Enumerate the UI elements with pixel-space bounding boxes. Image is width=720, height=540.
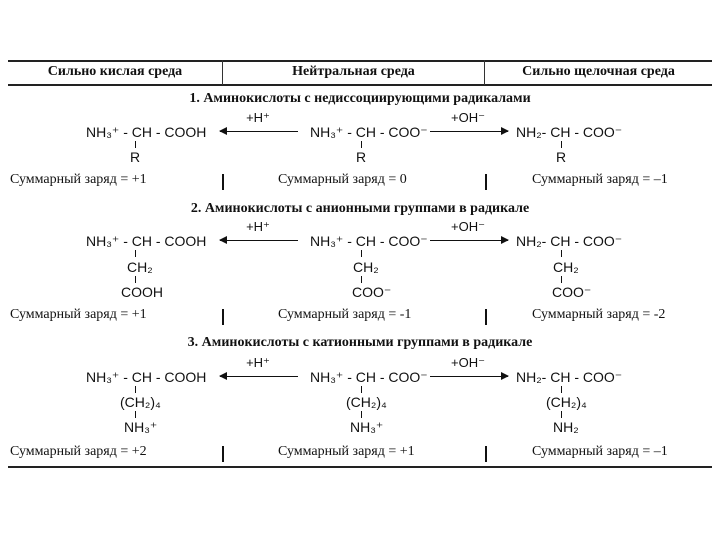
radical-neutral-2a: CH₂ (353, 259, 379, 275)
separator (485, 309, 487, 325)
bond (561, 276, 562, 283)
radical-acid-1: R (130, 149, 141, 165)
header-bottom-rule (8, 84, 712, 86)
charge-acid-3: Суммарный заряд = +2 (10, 444, 147, 459)
formula-acid-2: NH₃⁺ - CH - COOH (86, 233, 207, 249)
formula-neutral-1: NH₃⁺ - CH - COO⁻ (310, 124, 428, 140)
header-acidic: Сильно кислая среда (47, 64, 183, 79)
radical-neutral-1: R (356, 149, 367, 165)
formula-acid-1: NH₃⁺ - CH - COOH (86, 124, 207, 140)
formula-alkali-3: NH₂- CH - COO⁻ (516, 369, 623, 385)
section-title-3: 3. Аминокислоты с катионными группами в радикале (187, 335, 533, 350)
radical-alkali-3a: (CH₂)₄ (546, 394, 587, 410)
formula-alkali-2: NH₂- CH - COO⁻ (516, 233, 623, 249)
charge-alkali-3: Суммарный заряд = –1 (532, 444, 668, 459)
bond (361, 386, 362, 393)
bond (561, 141, 562, 148)
separator (222, 446, 224, 462)
arrow-label-h: +H⁺ (246, 355, 270, 370)
radical-acid-2a: CH₂ (127, 259, 153, 275)
arrow-right (430, 240, 508, 241)
radical-acid-2b: COOH (121, 284, 163, 300)
bond (135, 386, 136, 393)
arrow-right (430, 131, 508, 132)
bond (561, 411, 562, 418)
arrow-right (430, 376, 508, 377)
radical-acid-3b: NH₃⁺ (124, 419, 158, 435)
charge-alkali-1: Суммарный заряд = –1 (532, 172, 668, 187)
arrow-label-h: +H⁺ (246, 110, 270, 125)
bond (361, 411, 362, 418)
bond (561, 250, 562, 257)
radical-alkali-2b: COO⁻ (552, 284, 592, 300)
radical-neutral-2b: COO⁻ (352, 284, 392, 300)
charge-neutral-1: Суммарный заряд = 0 (278, 172, 407, 187)
charge-acid-1: Суммарный заряд = +1 (10, 172, 147, 187)
bond (361, 250, 362, 257)
radical-acid-3a: (CH₂)₄ (120, 394, 161, 410)
header-neutral: Нейтральная среда (292, 64, 415, 79)
header-top-rule (8, 60, 712, 62)
charge-neutral-2: Суммарный заряд = -1 (278, 307, 412, 322)
arrow-left (220, 240, 298, 241)
separator (485, 174, 487, 190)
header-alkaline: Сильно щелочная среда (522, 64, 675, 79)
bond (135, 411, 136, 418)
arrow-label-oh: +OH⁻ (451, 219, 485, 234)
radical-neutral-3b: NH₃⁺ (350, 419, 384, 435)
formula-neutral-2: NH₃⁺ - CH - COO⁻ (310, 233, 428, 249)
bond (561, 386, 562, 393)
charge-neutral-3: Суммарный заряд = +1 (278, 444, 415, 459)
charge-alkali-2: Суммарный заряд = -2 (532, 307, 666, 322)
formula-acid-3: NH₃⁺ - CH - COOH (86, 369, 207, 385)
bond (135, 276, 136, 283)
arrow-left (220, 131, 298, 132)
arrow-label-h: +H⁺ (246, 219, 270, 234)
radical-neutral-3a: (CH₂)₄ (346, 394, 387, 410)
radical-alkali-3b: NH₂ (553, 419, 579, 435)
arrow-left (220, 376, 298, 377)
arrow-label-oh: +OH⁻ (451, 110, 485, 125)
bond (135, 141, 136, 148)
radical-alkali-1: R (556, 149, 567, 165)
formula-alkali-1: NH₂- CH - COO⁻ (516, 124, 623, 140)
bond (135, 250, 136, 257)
separator (485, 446, 487, 462)
separator (222, 309, 224, 325)
formula-neutral-3: NH₃⁺ - CH - COO⁻ (310, 369, 428, 385)
charge-acid-2: Суммарный заряд = +1 (10, 307, 147, 322)
arrow-label-oh: +OH⁻ (451, 355, 485, 370)
section-title-1: 1. Аминокислоты с недиссоциирующими радикалами (189, 91, 531, 106)
section-title-2: 2. Аминокислоты с анионными группами в радикале (190, 201, 530, 216)
separator (222, 174, 224, 190)
radical-alkali-2a: CH₂ (553, 259, 579, 275)
bond (361, 141, 362, 148)
table-bottom-rule (8, 466, 712, 468)
bond (361, 276, 362, 283)
